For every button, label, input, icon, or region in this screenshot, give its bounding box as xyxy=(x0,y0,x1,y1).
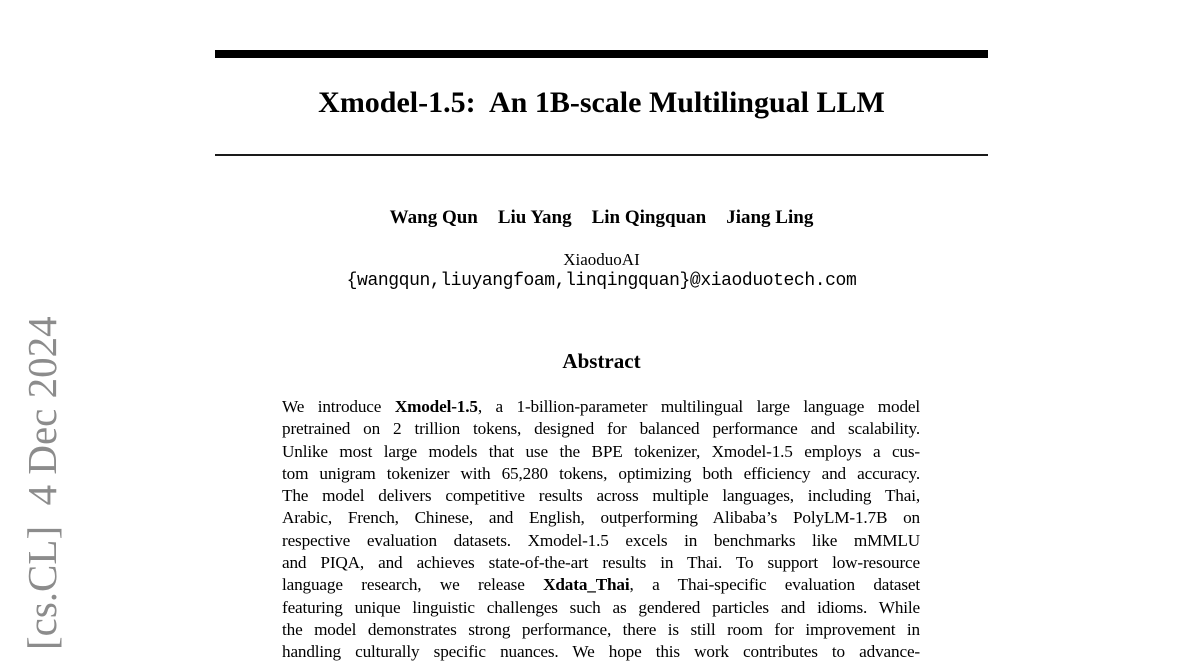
abstract-text-segment: the model demonstrates strong performance, there is still room for improvement in xyxy=(282,619,920,639)
abstract-text-segment: handling culturally specific nuances. We hope this work contributes to advance- xyxy=(282,642,920,662)
abstract-line xyxy=(282,641,920,663)
paper-title: Xmodel-1.5: An 1B-scale Multilingual LLM xyxy=(318,86,885,119)
top-rule xyxy=(215,50,988,58)
affiliation: XiaoduoAI xyxy=(563,250,640,269)
abstract-text-segment: and PIQA, and achieves state-of-the-art results in Thai. To support low-resource xyxy=(282,553,920,573)
abstract-line xyxy=(282,507,920,529)
abstract-line xyxy=(282,396,920,418)
author-name: Jiang Ling xyxy=(726,207,814,228)
abstract-line xyxy=(282,552,920,574)
abstract-text-segment: Unlike most large models that use the BPE tokenizer, Xmodel-1.5 employs a cus- xyxy=(282,441,920,461)
abstract-text-segment: , a Thai-specific evaluation dataset xyxy=(629,575,920,595)
abstract-bold-term: Xmodel-1.5 xyxy=(394,397,478,416)
abstract-text xyxy=(282,396,920,664)
abstract-line xyxy=(282,463,920,485)
abstract-text-segment: pretrained on 2 trillion tokens, designed for balanced performance and scalability. xyxy=(282,419,920,439)
abstract-line xyxy=(282,619,920,641)
arxiv-watermark: [cs.CL] 4 Dec 2024 xyxy=(19,316,65,650)
abstract-line xyxy=(282,485,920,507)
abstract-line xyxy=(282,597,920,619)
abstract-bold-term: Xdata_Thai xyxy=(543,575,630,595)
author-name: Wang Qun xyxy=(389,207,478,228)
paper-page xyxy=(215,0,988,662)
author-emails: {wangqun,liuyangfoam,linqingquan}@xiaoduotech.com xyxy=(346,271,857,291)
title-rule xyxy=(215,154,988,156)
abstract-line xyxy=(282,574,920,596)
abstract-text-segment: featuring unique linguistic challenges such as gendered particles and idioms. While xyxy=(282,597,920,617)
abstract-text-segment: We introduce xyxy=(282,397,395,416)
abstract-text-segment: tom unigram tokenizer with 65,280 tokens, optimizing both efficiency and accuracy. xyxy=(282,463,920,483)
author-name: Lin Qingquan xyxy=(591,207,707,228)
author-list xyxy=(215,207,988,229)
author-name: Liu Yang xyxy=(497,207,572,228)
abstract-text-segment: Arabic, French, Chinese, and English, outperforming Alibaba’s PolyLM-1.7B on xyxy=(282,508,920,528)
abstract-text-segment: , a 1-billion-parameter multilingual large language model xyxy=(477,397,920,416)
abstract-line xyxy=(282,530,920,552)
abstract-text-segment: The model delivers competitive results across multiple languages, including Thai, xyxy=(282,486,920,506)
abstract-line xyxy=(282,418,920,440)
abstract-line xyxy=(282,441,920,463)
abstract-heading: Abstract xyxy=(562,349,641,373)
abstract-text-segment: respective evaluation datasets. Xmodel-1.5 excels in benchmarks like mMMLU xyxy=(282,530,920,550)
abstract-text-segment: language research, we release xyxy=(282,575,544,595)
